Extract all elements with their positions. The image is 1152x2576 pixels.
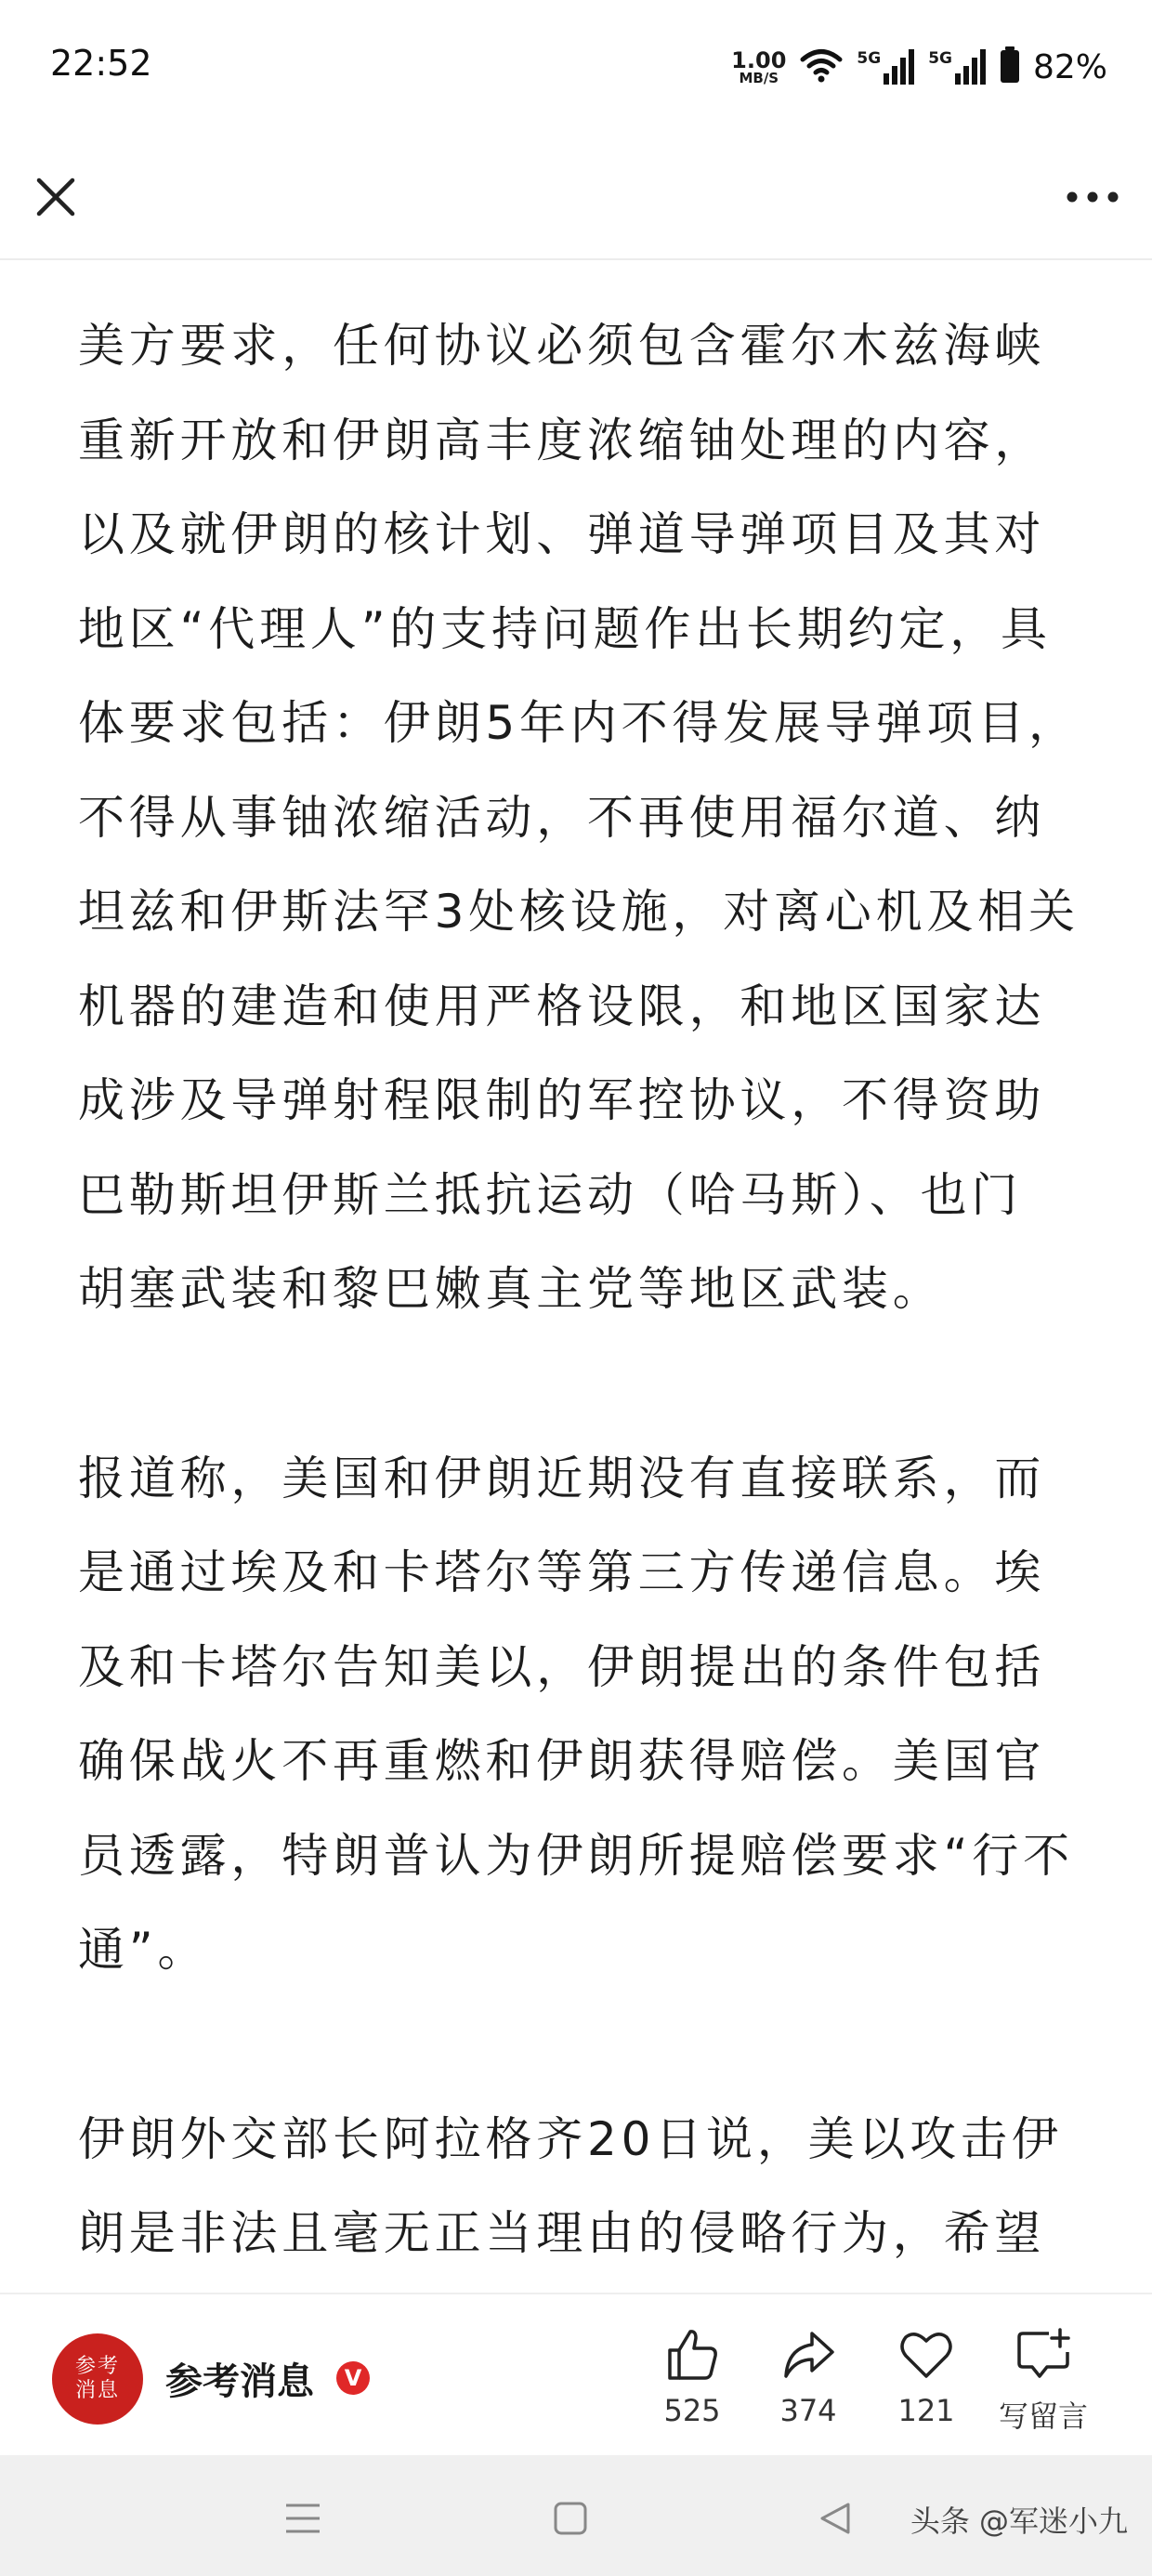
- watermark: 头条 @军迷小九: [910, 2504, 1128, 2539]
- close-icon: [33, 175, 78, 219]
- article-text-line: 胡塞武装和黎巴嫩真主党等地区武装。: [78, 1262, 944, 1316]
- nav-back-button[interactable]: [806, 2491, 862, 2546]
- article-text-line: 及和卡塔尔告知美以，伊朗提出的条件包括: [78, 1639, 1046, 1694]
- article-text-line: 地区“代理人”的支持问题作出长期约定，具: [78, 601, 1052, 656]
- thumbs-up-icon: [664, 2328, 720, 2382]
- article-text-line: 成涉及导弹射程限制的军控协议，不得资助: [78, 1073, 1046, 1127]
- article-top-bar: [0, 139, 1152, 260]
- write-comment-button[interactable]: [983, 2328, 1104, 2436]
- cellular-signal-1-icon: [857, 49, 915, 85]
- battery-percent: 82%: [1032, 47, 1107, 86]
- system-navigation-bar: [0, 2455, 1152, 2576]
- article-body: [78, 299, 1091, 2293]
- cellular-signal-2-icon: [928, 49, 987, 85]
- comment-plus-icon: [1015, 2328, 1071, 2382]
- article-text-line: 不得从事铀浓缩活动，不再使用福尔道、纳: [78, 790, 1046, 845]
- heart-icon: [898, 2328, 954, 2382]
- nav-home-button[interactable]: [543, 2491, 598, 2546]
- menu-icon: [284, 2502, 321, 2535]
- article-text-line: 伊朗外交部长阿拉格齐20日说，美以攻击伊: [78, 2111, 1063, 2166]
- more-options-button[interactable]: [1055, 164, 1130, 230]
- favorite-button[interactable]: [866, 2328, 987, 2428]
- share-button[interactable]: [748, 2328, 869, 2428]
- back-icon: [817, 2501, 852, 2536]
- article-text-line: 确保战火不再重燃和伊朗获得赔偿。美国官: [78, 1734, 1046, 1788]
- article-text-line: 朗是非法且毫无正当理由的侵略行为，希望: [78, 2206, 1046, 2260]
- nav-menu-button[interactable]: [275, 2491, 331, 2546]
- like-button[interactable]: [632, 2328, 753, 2428]
- article-text-line: 巴勒斯坦伊斯兰抵抗运动（哈马斯）、也门: [78, 1167, 1023, 1222]
- article-text-line: 报道称，美国和伊朗近期没有直接联系，而: [78, 1451, 1046, 1505]
- article-text-line: 坦兹和伊斯法罕3处核设施，对离心机及相关: [78, 885, 1080, 939]
- status-time: 22:52: [50, 43, 152, 84]
- home-icon: [553, 2501, 588, 2536]
- share-arrow-icon: [780, 2328, 836, 2382]
- status-indicators: [731, 43, 1107, 91]
- article-text-line: 通”。: [78, 1923, 209, 1977]
- wifi-icon: [799, 47, 844, 86]
- favorite-count: 121: [897, 2393, 955, 2428]
- article-text-line: 体要求包括：伊朗5年内不得发展导弹项目，: [78, 696, 1080, 750]
- article-paragraph: [78, 299, 1091, 1337]
- article-text-line: 重新开放和伊朗高丰度浓缩铀处理的内容，: [78, 413, 1046, 467]
- article-text-line: 机器的建造和使用严格设限，和地区国家达: [78, 979, 1046, 1033]
- signal-2-label: 5G: [928, 49, 952, 68]
- article-text-line: 是通过埃及和卡塔尔等第三方传递信息。埃: [78, 1545, 1046, 1599]
- network-speed: [731, 46, 787, 86]
- article-text-line: 员透露，特朗普认为伊朗所提赔偿要求“行不: [78, 1828, 1074, 1883]
- source-avatar[interactable]: [52, 2333, 143, 2425]
- signal-1-label: 5G: [857, 49, 882, 68]
- source-name[interactable]: 参考消息: [165, 2360, 314, 2403]
- more-icon: [1065, 191, 1120, 204]
- share-count: 374: [779, 2393, 837, 2428]
- network-speed-value: 1.00: [731, 46, 787, 73]
- network-speed-unit: MB/S: [739, 69, 779, 86]
- verified-badge: V: [336, 2361, 370, 2395]
- write-comment-label: 写留言: [998, 2399, 1088, 2434]
- battery-icon: [1000, 46, 1020, 87]
- article-text-line: 以及就伊朗的核计划、弹道导弹项目及其对: [78, 507, 1046, 561]
- close-button[interactable]: [22, 164, 89, 230]
- article-text-line: 美方要求，任何协议必须包含霍尔木兹海峡: [78, 319, 1046, 373]
- status-bar: [0, 0, 1152, 139]
- article-action-bar: [0, 2293, 1152, 2457]
- source-avatar-logo: 参考消息: [74, 2355, 120, 2402]
- article-paragraph: [78, 1432, 1091, 1998]
- like-count: 525: [663, 2393, 721, 2428]
